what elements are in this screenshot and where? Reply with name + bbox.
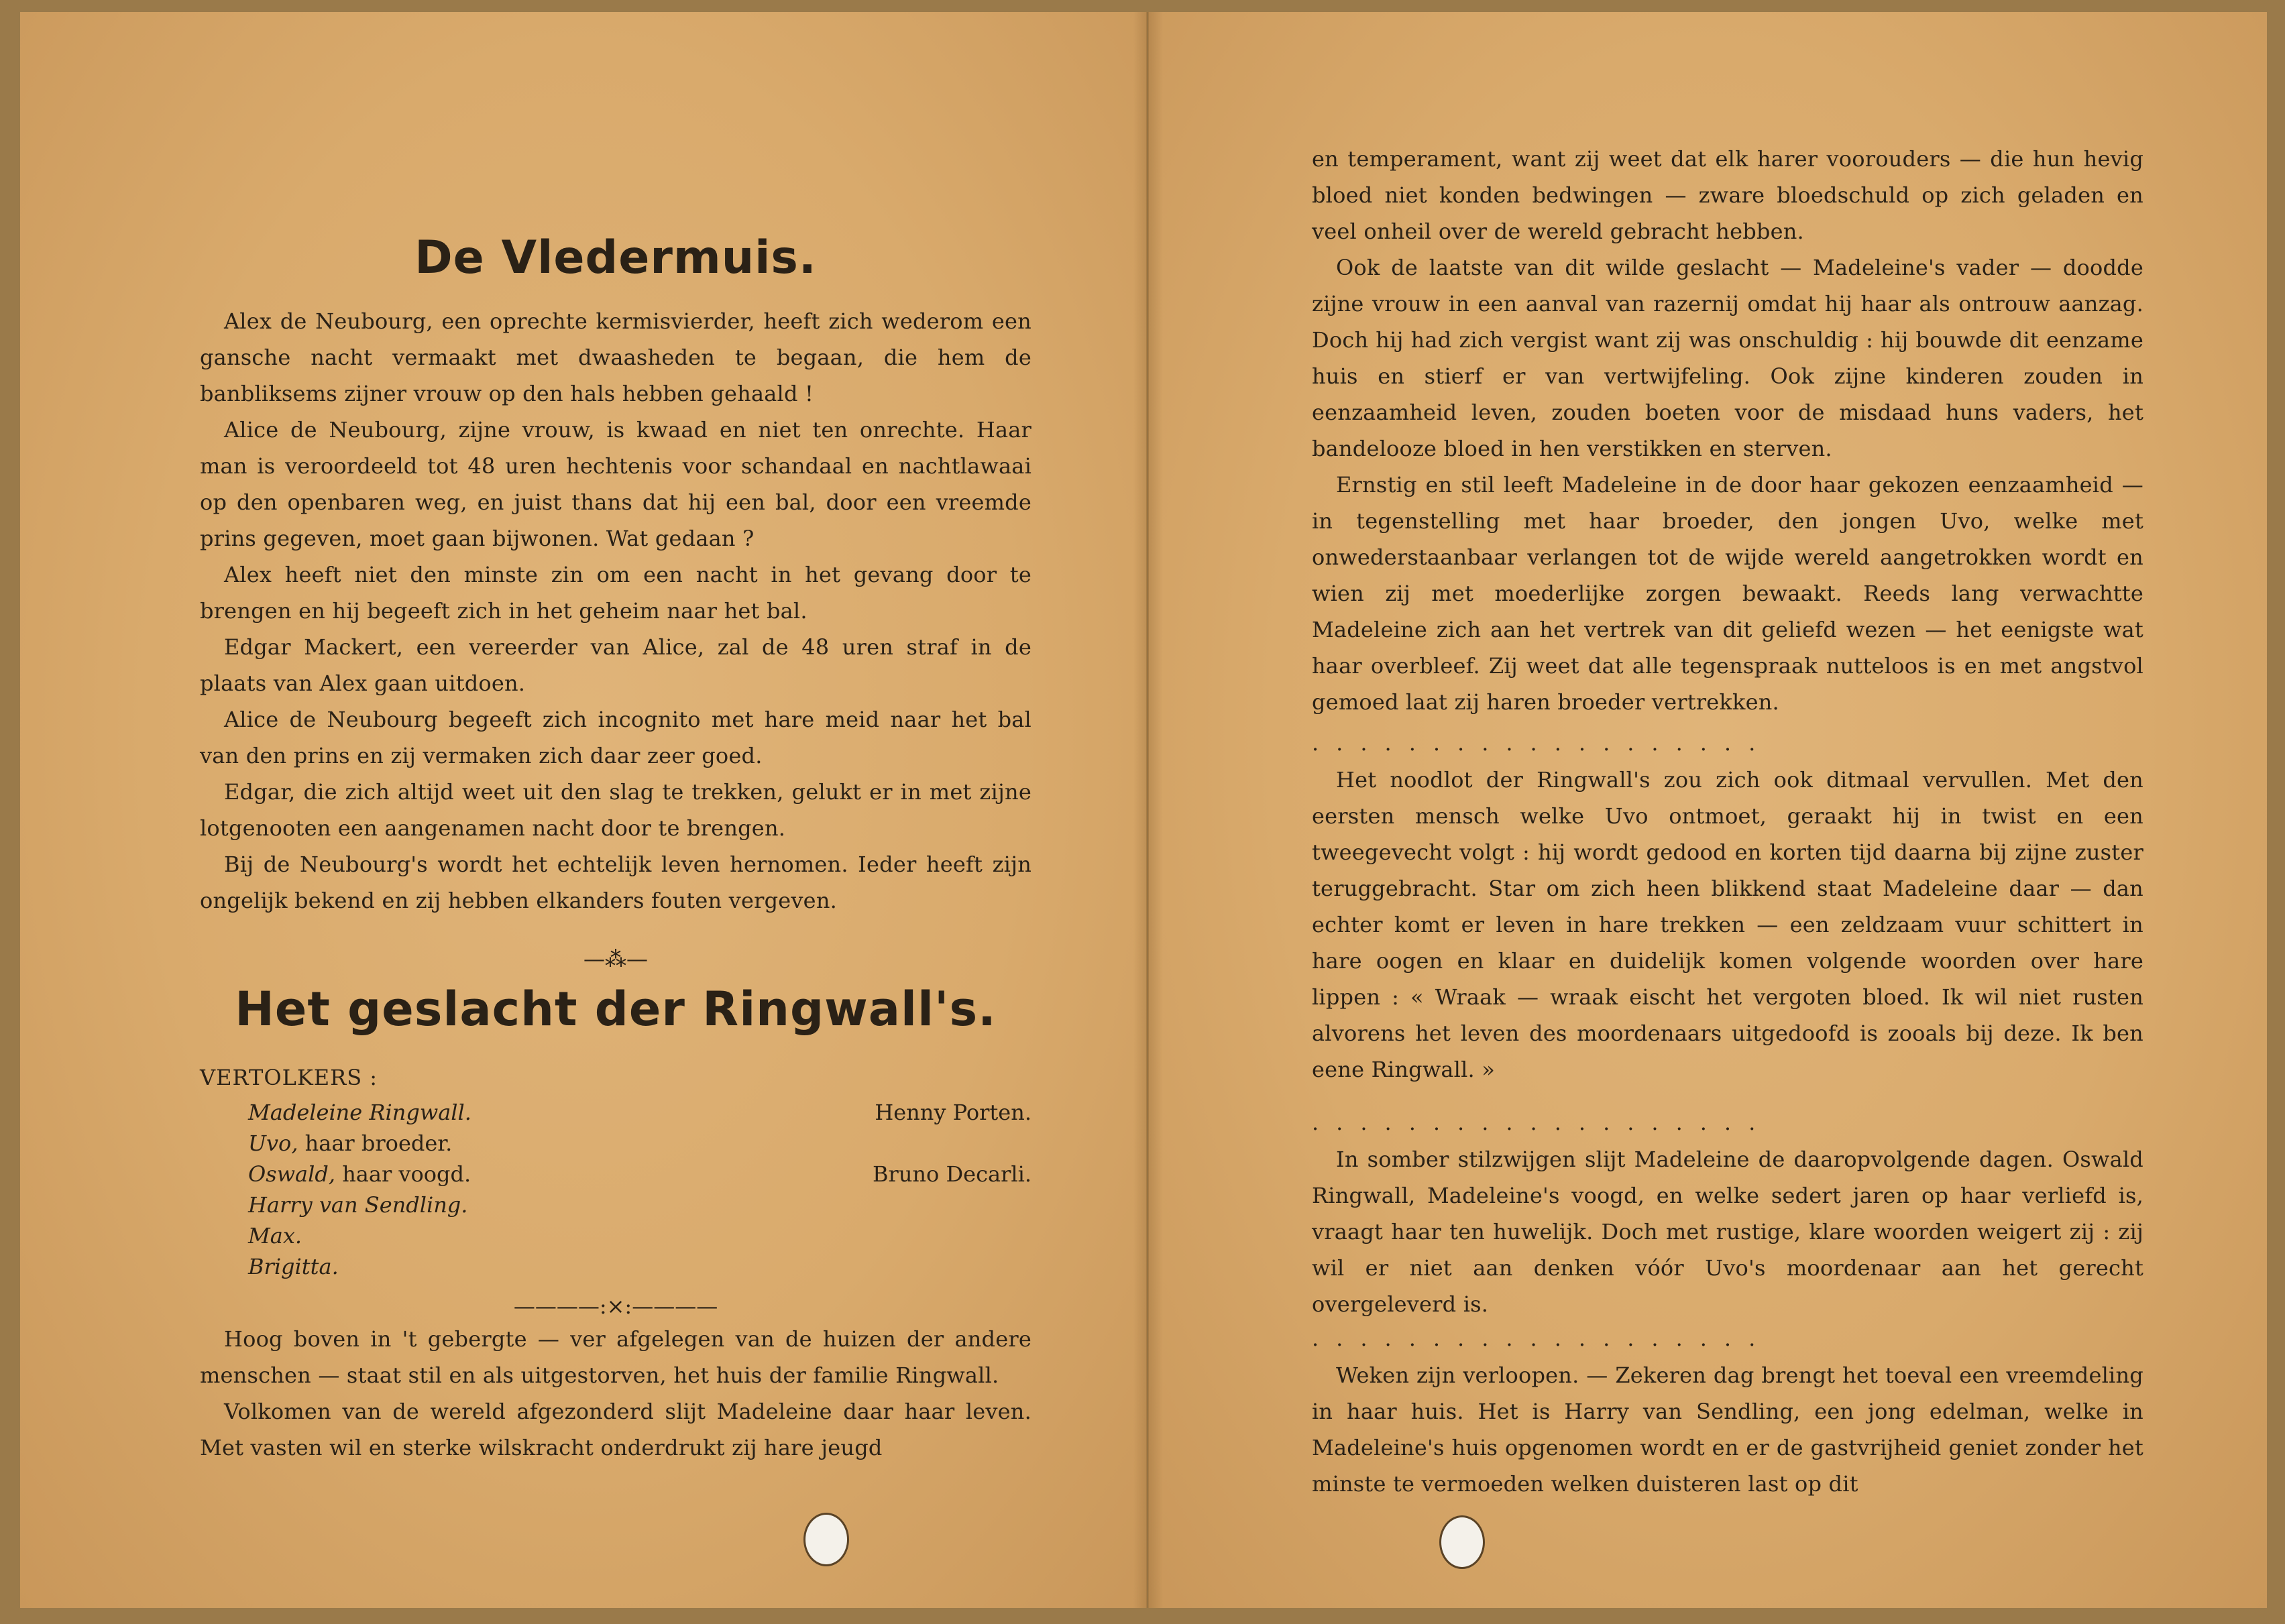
article-title-vledermuis: De Vledermuis. [414, 231, 817, 284]
punch-hole-right [1439, 1515, 1485, 1569]
separator-ornament: —⁂— [583, 946, 648, 972]
paragraph: Alice de Neubourg, zijne vrouw, is kwaad en niet ten onrechte. Haar man is veroordeeld tot 48 uren hechtenis voor schandaal en nachtlawaai op den openbaren weg, en juist thans dat hij een bal, door een vreemde prins gegeven, moet gaan bijwonen. Wat gedaan ? [200, 417, 1032, 551]
cast-row [248, 1190, 1032, 1220]
article-title-ringwall: Het geslacht der Ringwall's. [235, 982, 997, 1037]
paragraph: Alex heeft niet den minste zin om een nacht in het gevang door te brengen en hij begeeft zich in het geheim naar het bal. [200, 562, 1032, 624]
cast-row [248, 1128, 1032, 1159]
ringwall-text-continued [1312, 141, 2143, 720]
paragraph: Alice de Neubourg begeeft zich incognito met hare meid naar het bal van den prins en zij vermaken zich daar zeer goed. [200, 707, 1032, 768]
punch-hole-left [803, 1513, 849, 1566]
cast-role: Uvo, haar broeder. [248, 1130, 453, 1156]
cast-role: Max. [248, 1223, 302, 1249]
ringwall-text-start [200, 1321, 1032, 1466]
ringwall-text-c [1312, 1141, 2143, 1322]
paragraph: Ernstig en stil leeft Madeleine in de door haar gekozen eenzaamheid — in tegenstelling met haar broeder, den jongen Uvo, welke met onwederstaanbaar verlangen tot de wijde wereld aangetrokken wordt en wien zij met moederlijke zorgen bewaakt. Reeds lang verwachtte Madeleine zich aan het vertrek van dit geliefd wezen — het eenigste wat haar overbleef. Zij weet dat alle tegenspraak nutteloos is en met angstvol gemoed laat zij haren broeder vertrekken. [1312, 472, 2143, 715]
dotted-separator: ................... [1312, 730, 1773, 756]
paragraph: Edgar Mackert, een vereerder van Alice, zal de 48 uren straf in de plaats van Alex gaan uitdoen. [200, 634, 1032, 696]
cast-role: Brigitta. [248, 1254, 339, 1279]
cast-actor: Bruno Decarli. [873, 1161, 1032, 1187]
binding-gutter [1133, 12, 1163, 1608]
cast-list [248, 1097, 1032, 1282]
ringwall-text-b [1312, 762, 2143, 1088]
ringwall-text-d [1312, 1357, 2143, 1502]
paragraph: Bij de Neubourg's wordt het echtelijk leven hernomen. Ieder heeft zijn ongelijk bekend en zij hebben elkanders fouten vergeven. [200, 852, 1032, 913]
paragraph: Weken zijn verloopen. — Zekeren dag brengt het toeval een vreemdeling in haar huis. Het is Harry van Sendling, een jong edelman, welke in Madeleine's huis opgenomen wordt en er de gastvrijheid geniet zonder het minste te vermoeden welken duisteren last op dit [1312, 1362, 2143, 1497]
cast-heading: VERTOLKERS : [200, 1065, 378, 1090]
dotted-separator: ................... [1312, 1326, 1773, 1351]
cast-role: Harry van Sendling. [248, 1192, 468, 1218]
cast-actor: Henny Porten. [875, 1100, 1032, 1125]
paragraph: Ook de laatste van dit wilde geslacht — Madeleine's vader — doodde zijne vrouw in een aanval van razernij omdat hij haar als ontrouw aanzag. Doch hij had zich vergist want zij was onschuldig : hij bouwde dit eenzame huis en stierf er van vertwijfeling. Ook zijne kinderen zouden in eenzaamheid leven, zouden boeten voor de misdaad huns vaders, het bandelooze bloed in hen verstikken en sterven. [1312, 255, 2143, 461]
dotted-separator: ................... [1312, 1110, 1773, 1135]
cast-row [248, 1220, 1032, 1251]
cast-role: Madeleine Ringwall. [248, 1100, 471, 1125]
paragraph: en temperament, want zij weet dat elk harer voorouders — die hun hevig bloed niet konden bedwingen — zware bloedschuld op zich geladen en veel onheil over de wereld gebracht hebben. [1312, 146, 2143, 244]
cast-row [248, 1097, 1032, 1128]
paragraph: Alex de Neubourg, een oprechte kermisvierder, heeft zich wederom een gansche nacht vermaakt met dwaasheden te begaan, die hem de banbliksems zijner vrouw op den hals hebben gehaald ! [200, 308, 1032, 406]
paragraph: Hoog boven in 't gebergte — ver afgelegen van de huizen der andere menschen — staat stil en als uitgestorven, het huis der familie Ringwall. [200, 1326, 1032, 1388]
paragraph: In somber stilzwijgen slijt Madeleine de daaropvolgende dagen. Oswald Ringwall, Madeleine's voogd, en welke sedert jaren op haar verliefd is, vraagt haar ten huwelijk. Doch met rustige, klare woorden weigert zij : zij wil er niet aan denken vóór Uvo's moordenaar aan het gerecht overgeleverd is. [1312, 1147, 2143, 1317]
paragraph: Edgar, die zich altijd weet uit den slag te trekken, gelukt er in met zijne lotgenooten een aangenamen nacht door te brengen. [200, 779, 1032, 841]
cast-role: Oswald, haar voogd. [248, 1161, 471, 1187]
paragraph: Volkomen van de wereld afgezonderd slijt Madeleine daar haar leven. Met vasten wil en sterke wilskracht onderdrukt zij hare jeugd [200, 1399, 1032, 1460]
cast-row [248, 1251, 1032, 1282]
cast-row [248, 1159, 1032, 1190]
paragraph: Het noodlot der Ringwall's zou zich ook ditmaal vervullen. Met den eersten mensch welke Uvo ontmoet, geraakt hij in twist en een tweegevecht volgt : hij wordt gedood en korten tijd daarna bij zijne zuster teruggebracht. Star om zich heen blikkend staat Madeleine daar — dan echter komt er leven in hare trekken — een zeldzaam vuur schittert in hare oogen en klaar en duidelijk komen volgende woorden over hare lippen : « Wraak — wraak eischt het vergoten bloed. Ik wil niet rusten alvorens het leven des moordenaars uitgedoofd is zooals bij deze. Ik ben eene Ringwall. » [1312, 767, 2143, 1082]
vledermuis-text [200, 303, 1032, 919]
separator-ornament-2: ————:×:———— [513, 1293, 718, 1319]
